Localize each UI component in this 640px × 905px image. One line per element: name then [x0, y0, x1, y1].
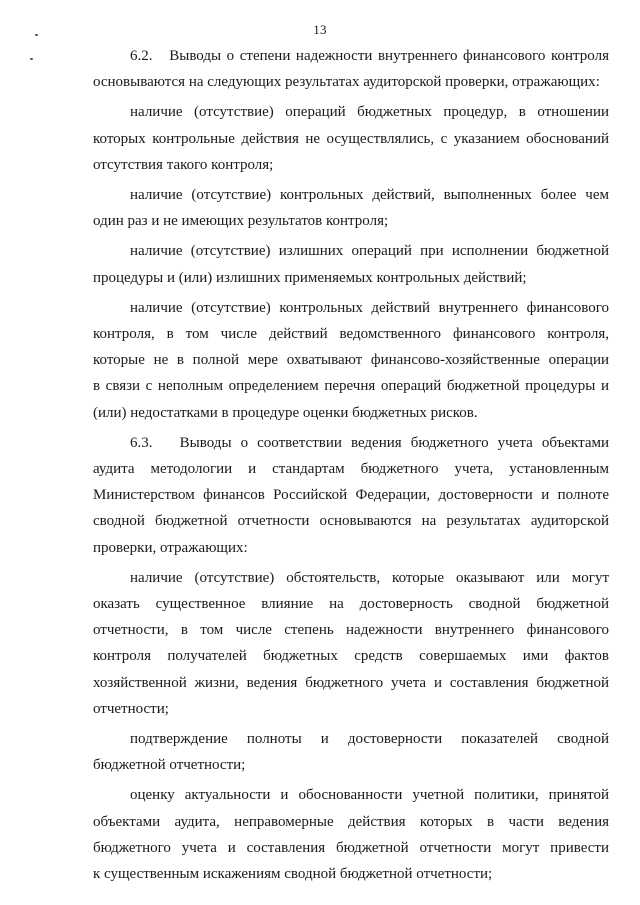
text-line: объектами аудита, неправомерные действия которых в части ведения — [93, 813, 609, 830]
text-line: 6.2. Выводы о степени надежности внутреннего финансового контроля — [130, 48, 609, 64]
text-line: бюджетной отчетности; — [93, 757, 246, 774]
text-line: аудита методологии и стандартам бюджетного учета, установленным — [93, 461, 609, 478]
text-line: оказать существенное влияние на достоверность сводной бюджетной — [93, 596, 609, 613]
text-line: основываются на следующих результатах аудиторской проверки, отражающих: — [93, 74, 600, 91]
text-line: наличие (отсутствие) контрольных действий внутреннего финансового — [130, 299, 609, 316]
paragraph-p62b — [93, 182, 609, 234]
text-line: отчетности; — [93, 700, 169, 717]
text-line: которых контрольные действия не осуществлялись, с указанием обоснований — [93, 130, 609, 147]
text-line: Министерством финансов Российской Федерации, достоверности и полноте — [93, 487, 609, 504]
text-line: процедуры и (или) излишних применяемых контрольных действий; — [93, 269, 527, 286]
paragraph-p62 — [93, 43, 609, 95]
text-line: контроля, в том числе действий ведомственного финансового контроля, — [93, 326, 609, 343]
text-line: контроля получателей бюджетных средств совершаемых ими фактов — [93, 648, 609, 665]
text-line: (или) недостатками в процедуре оценки бюджетных рисков. — [93, 404, 478, 421]
text-line: оценку актуальности и обоснованности учетной политики, принятой — [130, 787, 609, 804]
text-line: к существенным искажениям сводной бюджетной отчетности; — [93, 866, 493, 883]
paragraph-p63c — [93, 782, 609, 887]
text-line: проверки, отражающих: — [93, 539, 248, 556]
text-line: сводной бюджетной отчетности основываются на результатах аудиторской — [93, 513, 609, 530]
paragraph-p63 — [93, 430, 609, 561]
text-line: наличие (отсутствие) обстоятельств, которые оказывают или могут — [130, 569, 609, 586]
text-line: отчетности, в том числе степень надежности внутреннего финансового — [93, 622, 609, 639]
text-line: в связи с неполным определением перечня операций бюджетной процедуры и — [93, 378, 609, 395]
text-line: наличие (отсутствие) излишних операций при исполнении бюджетной — [130, 243, 609, 260]
text-line: 6.3. Выводы о соответствии ведения бюджетного учета объектами — [130, 434, 609, 451]
text-line: которые не в полной мере охватывают финансово-хозяйственные операции — [93, 352, 609, 369]
text-line: один раз и не имеющих результатов контроля; — [93, 213, 389, 230]
scan-speck — [30, 58, 33, 60]
paragraph-p62c — [93, 238, 609, 290]
text-line: наличие (отсутствие) операций бюджетных процедур, в отношении — [130, 104, 609, 121]
page-number: 13 — [313, 22, 327, 37]
text-line: бюджетного учета и составления бюджетной отчетности могут привести — [93, 839, 609, 856]
text-line: наличие (отсутствие) контрольных действий, выполненных более чем — [130, 187, 609, 204]
paragraph-p63a — [93, 565, 609, 722]
paragraph-p62d — [93, 295, 609, 426]
text-line: отсутствия такого контроля; — [93, 156, 274, 173]
paragraph-p63b — [93, 726, 609, 778]
text-line: подтверждение полноты и достоверности показателей сводной — [130, 731, 609, 748]
document-body — [93, 43, 609, 887]
paragraph-p62a — [93, 99, 609, 178]
text-line: хозяйственной жизни, ведения бюджетного учета и составления бюджетной — [93, 674, 609, 691]
